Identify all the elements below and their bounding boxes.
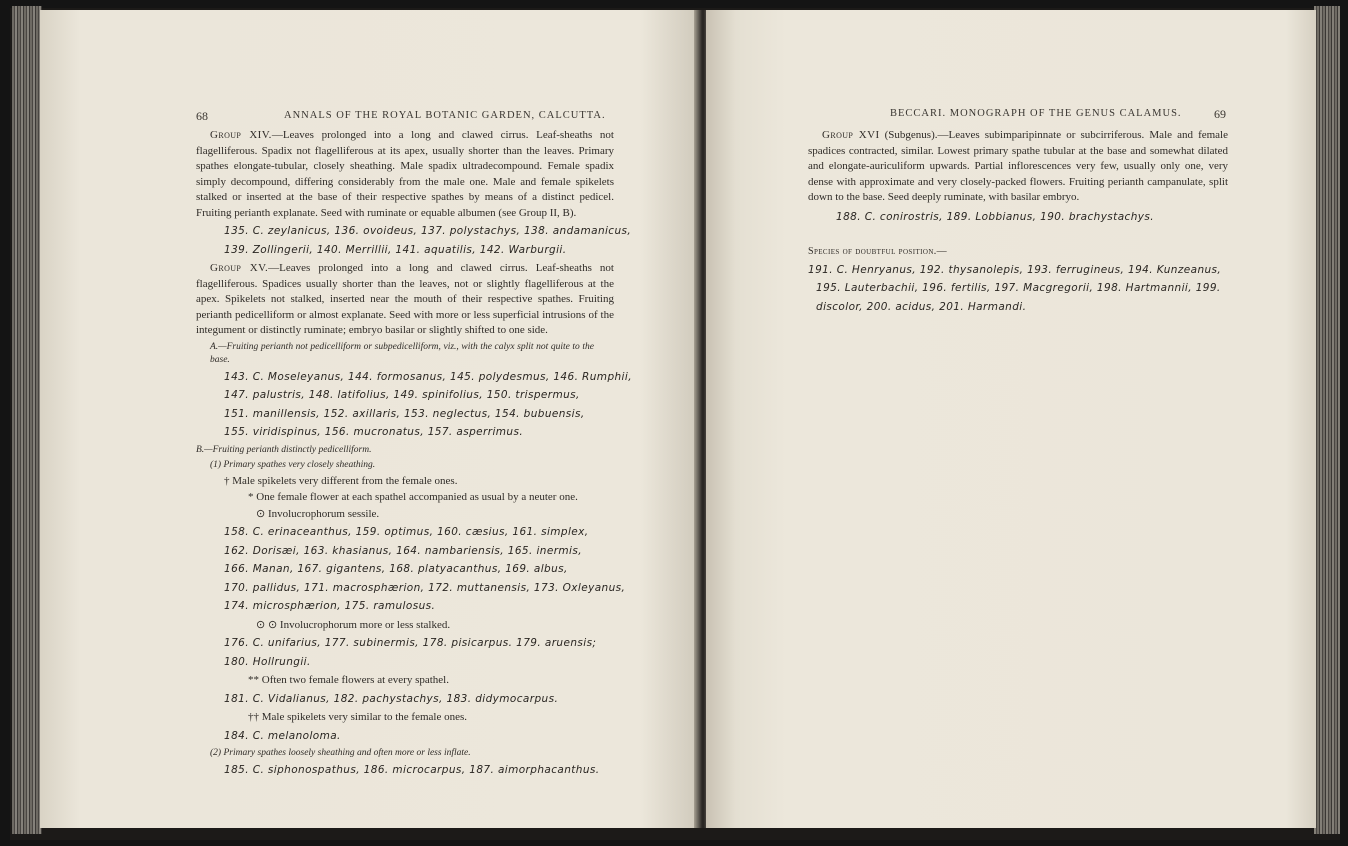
species-line: 170. pallidus, 171. macrosphærion, 172. muttanensis, 173. Oxleyanus, xyxy=(224,581,626,594)
species-line: 174. microsphærion, 175. ramulosus. xyxy=(224,600,436,612)
species-line: 166. Manan, 167. gigantens, 168. platyacanthus, 169. albus, xyxy=(224,563,568,575)
species-line: 185. C. siphonospathus, 186. microcarpus, 187. aimorphacanthus. xyxy=(224,764,600,776)
right-page-edges xyxy=(1314,6,1340,834)
species-line: 176. C. unifarius, 177. subinermis, 178. pisicarpus. 179. aruensis; xyxy=(224,637,597,649)
left-page-edges xyxy=(12,6,42,834)
species-line: discolor, 200. acidus, 201. Harmandi. xyxy=(816,300,1027,313)
dagger-1: † Male spikelets very different from the female ones. xyxy=(224,474,458,487)
species-line: 147. palustris, 148. latifolius, 149. spinifolius, 150. trispermus, xyxy=(224,389,580,401)
species-line: 181. C. Vidalianus, 182. pachystachys, 183. didymocarpus. xyxy=(224,692,559,705)
running-header: ANNALS OF THE ROYAL BOTANIC GARDEN, CALCUTTA. xyxy=(284,110,606,121)
species-line: 195. Lauterbachii, 196. fertilis, 197. Macgregorii, 198. Hartmannii, 199. xyxy=(816,282,1221,294)
species-line: 184. C. melanoloma. xyxy=(224,729,341,742)
group14-heading: Group XIV. xyxy=(210,129,272,141)
left-page xyxy=(40,10,700,828)
doubtful-heading: Species of doubtful position.— xyxy=(808,246,948,257)
group14-text: —Leaves prolonged into a long and clawed cirrus. Leaf-sheaths not flagelliferous. Spadix not flagelliferous at its apex, usually shorter than the leaves. Primary spathes elongate-tubular, closely sheathing. Male spadix ultradecompound. Female spadix simply decompound, differing considerably from the male one. Male and female spikelets stalked or inserted at the base of their respective spathes by means of a distinct pedicel. Fruiting perianth explanate. Seed with ruminate or equable albumen (see Group II, B). xyxy=(196,129,614,219)
circle-2: ⊙ ⊙ Involucrophorum more or less stalked. xyxy=(256,618,451,631)
section-b2-species xyxy=(196,636,614,670)
group14-paragraph xyxy=(196,128,614,221)
section-a-heading: A.—Fruiting perianth not pedicelliform or subpedicelliform, viz., with the calyx split not quite to the base. xyxy=(210,341,594,365)
group15-paragraph xyxy=(196,261,614,339)
page-number: 68 xyxy=(196,109,208,123)
species-line: 155. viridispinus, 156. mucronatus, 157. asperrimus. xyxy=(224,426,524,438)
species-line: 191. C. Henryanus, 192. thysanolepis, 193. ferrugineus, 194. Kunzeanus, xyxy=(808,263,1222,276)
species-line: 143. C. Moseleyanus, 144. formosanus, 145. polydesmus, 146. Rumphii, xyxy=(224,370,632,383)
species-line: 162. Dorisæi, 163. khasianus, 164. nambariensis, 165. inermis, xyxy=(224,544,582,557)
section-b3-species xyxy=(196,692,614,708)
species-line: 180. Hollrungii. xyxy=(224,655,311,668)
circle-1: ⊙ Involucrophorum sessile. xyxy=(256,507,380,520)
dagger-2: †† Male spikelets very similar to the female ones. xyxy=(248,711,468,723)
section-a-species xyxy=(196,370,632,441)
subsection-1-heading: (1) Primary spathes very closely sheathing. xyxy=(210,459,376,470)
group16-species xyxy=(808,210,1228,226)
section-b5-species xyxy=(196,763,614,779)
page-number: 69 xyxy=(1214,107,1226,121)
species-line: 139. Zollingerii, 140. Merrillii, 141. aquatilis, 142. Warburgii. xyxy=(224,243,567,256)
right-body xyxy=(808,128,1228,318)
section-b4-species xyxy=(196,729,614,745)
species-line: 151. manillensis, 152. axillaris, 153. neglectus, 154. bubuensis, xyxy=(224,407,585,420)
group15-text: —Leaves prolonged into a long and clawed cirrus. Leaf-sheaths not flagelliferous. Spadices usually shorter than the leaves, not or slightly flagelliferous at the apex. Spikelets not stalked, inserted near the mouth of their respective spathes. Fruiting perianth pedicelliform or almost explanate. Seed with more or less superficial intrusions of the integument or distinctly ruminate; embryo basilar or slightly shifted to one side. xyxy=(196,262,614,336)
species-line: 158. C. erinaceanthus, 159. optimus, 160. cæsius, 161. simplex, xyxy=(224,526,589,538)
right-page xyxy=(706,10,1316,828)
group16-text: (Subgenus).—Leaves subimparipinnate or subcirriferous. Male and female spadices contracted, similar. Lowest primary spathe tubular at the base and somewhat dilated and elongate-auriculiform upwards. Partial inflorescences very few, usually only one, very dense with approximate and very closely-packed flowers. Fruiting perianth campanulate, split down to the base. Seed deeply ruminate, with basilar embryo. xyxy=(808,129,1229,203)
group16-paragraph xyxy=(808,128,1228,206)
left-body xyxy=(196,128,632,782)
subsection-2-heading: (2) Primary spathes loosely sheathing and often more or less inflate. xyxy=(210,748,471,758)
species-line: 188. C. conirostris, 189. Lobbianus, 190. brachystachys. xyxy=(836,210,1154,223)
running-header: BECCARI. MONOGRAPH OF THE GENUS CALAMUS. xyxy=(890,108,1182,119)
doubtful-species xyxy=(808,263,1228,316)
species-line: 135. C. zeylanicus, 136. ovoideus, 137. polystachys, 138. andamanicus, xyxy=(224,225,632,237)
section-b1-species xyxy=(196,525,626,615)
star-1: * One female flower at each spathel accompanied as usual by a neuter one. xyxy=(248,491,578,503)
section-b-heading: B.—Fruiting perianth distinctly pedicelliform. xyxy=(196,444,372,455)
group16-heading: Group XVI xyxy=(822,129,880,141)
group15-heading: Group XV. xyxy=(210,262,269,274)
group14-species xyxy=(196,224,632,258)
star-2: ** Often two female flowers at every spathel. xyxy=(248,674,449,686)
